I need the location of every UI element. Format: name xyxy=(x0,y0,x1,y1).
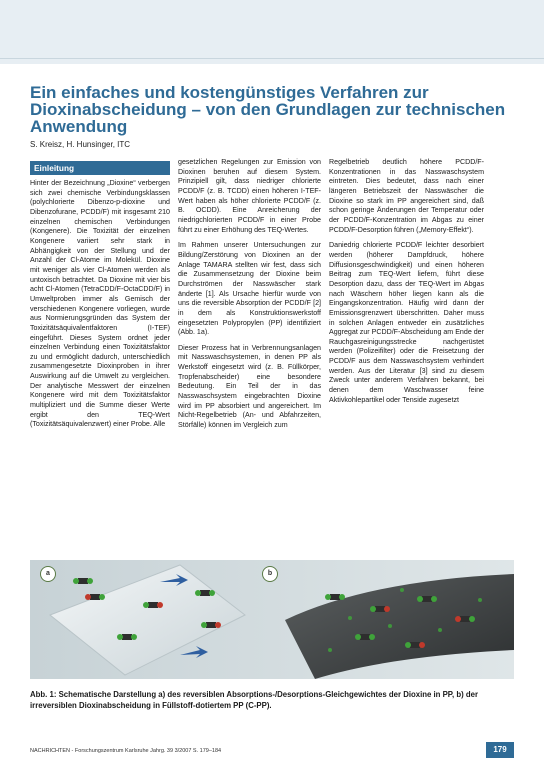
figure-label-b: b xyxy=(262,566,278,582)
text-column-3 xyxy=(329,158,484,411)
paragraph: Regelbetrieb deutlich höhere PCDD/F-Konzentrationen in das Nasswaschsystem eintreten. Dies bedeutet, dass nach einer längeren Betriebszeit der Nasswäscher die Dioxine so stark im PP angereichert sind, daß schon geringe Änderungen der Temperatur oder der PCDD/F-Konzentration im Abgas zu einer PCDD/F-Desorption führen („Memory-Effekt“). xyxy=(329,158,484,234)
header-band xyxy=(0,0,544,64)
paragraph: Im Rahmen unserer Untersuchungen zur Bildung/Zerstörung von Dioxinen an der Anlage TAMARA stellten wir fest, dass sich die Zusammensetzung der Dioxine beim Durchströmen der Nasswäscher stark änderte [1]. Als Ursache hierfür wurde von uns die reversible Absorption der PCDD/F [2] in dem als Konstruktionswerkstoff eingesetzten Polypropylen (PP) identifiziert (Abb. 1a). xyxy=(178,241,321,337)
article-title: Ein einfaches und kostengünstiges Verfahren zur Dioxinabscheidung – von den Grundlagen zur technischen Anwendung xyxy=(30,83,506,136)
section-heading: Einleitung xyxy=(30,161,170,175)
text-column-2 xyxy=(178,158,321,437)
page-number: 179 xyxy=(486,742,514,758)
paragraph: Dieser Prozess hat in Verbrennungsanlagen mit Nasswaschsystemen, in denen PP als Werkstoff eingesetzt wird (z. B. Füllkörper, Tropfenabscheider) eine besondere Bedeutung. Ein Teil der in das Nasswaschsystem eingebrachten Dioxine wird im PP absorbiert und angereichert. Im Nicht-Regelbetrieb (An- und Abfahrzeiten, Störfälle) können im Vergleich zum xyxy=(178,343,321,430)
paragraph: Daniedrig chlorierte PCDD/F leichter desorbiert werden (höherer Dampfdruck, höhere Diffusionsgeschwindigkeit) und einen höheren Beitrag zum TEQ-Wert liefern, führt diese Desorption dazu, dass der TEQ-Wert im Abgas nach Wäschern höher liegen kann als die Eingangskonzentration. Häufig wird dann der Emissionsgrenzwert überschritten. Daher muss in solchen Anlagen entweder ein zusätzliches Aggregat zur PCDD/F-Abscheidung am Ende der Rauchgasreinigungsstrecke nachgerüstet werden (Polizeifilter) oder die Freisetzung der PCDD/F aus dem Nasswaschsystem verhindert werden. Aus der Literatur [3] sind zu diesem Zweck unter anderem Verfahren bekannt, bei denen dem Waschwasser feine Aktivkohlepartikel oder Tenside zugesetzt xyxy=(329,241,484,404)
footer-citation: NACHRICHTEN - Forschungszentrum Karlsruhe Jahrg. 39 3/2007 S. 179–184 xyxy=(30,748,222,754)
paragraph: Hinter der Bezeichnung „Dioxine“ verbergen sich zwei chemische Verbindungsklassen (polychlorierte Dibenzo-p-dioxine und Dibenzofurane, PCDD/F) mit insgesamt 210 einzelnen chemischen Verbindungen (Kongenere). Die Toxizität der einzelnen Kongenere variiert sehr stark in Abhängigkeit von der Stellung und der Anzahl der Cl-Atome im Molekül. Dioxine mit weniger als vier Cl-Atomen werden als untoxisch betrachtet. Da Dioxine mit vier bis acht Cl-Atomen (TetraCDD/F-OctaCDD/F) in Umweltproben immer als Gemisch der verschiedenen Kongenere vorliegen, wurde aus Normierungsgründen das System der Toxizitätsäquivalentfaktoren (I-TEF) eingeführt. Dieses System ordnet jeder einzelnen Verbindung einen Toxizitätsfaktor zu und ermöglicht dadurch, unterschiedlich zusammengesetzte Dioxinproben in ihrer Auswirkung auf die Umwelt zu vergleichen. Der analytische Messwert der einzelnen Kongenere wird mit dem Toxizitätsfaktor multipliziert und die Summe dieser Werte ergibt den TEQ-Wert (Toxizitätsäquivalenzwert) einer Probe. Alle xyxy=(30,179,170,429)
header-rule xyxy=(0,58,544,59)
authors: S. Kreisz, H. Hunsinger, ITC xyxy=(30,140,131,149)
figure-label-a: a xyxy=(40,566,56,582)
paragraph: gesetzlichen Regelungen zur Emission von Dioxinen beruhen auf diesem System. Prinzipiell gilt, dass niedriger chlorierte PCDD/F (z. B. TCDD) einen höheren I-TEF-Wert haben als höher chlorierte PCDD/F (z. B. OCDD). Eine Anreicherung der niedrigchlorierten PCDD/F in einer Probe führt zu einer Erhöhung des TEQ-Wertes. xyxy=(178,158,321,234)
figure-caption: Abb. 1: Schematische Darstellung a) des reversiblen Absorptions-/Desorptions-Gleichgewichtes der Dioxine in PP, b) der irreversiblen Dioxinabscheidung in Füllstoff-dotiertem PP (C-PP). xyxy=(30,690,478,710)
text-column-1 xyxy=(30,161,170,436)
figure-1 xyxy=(30,560,514,679)
